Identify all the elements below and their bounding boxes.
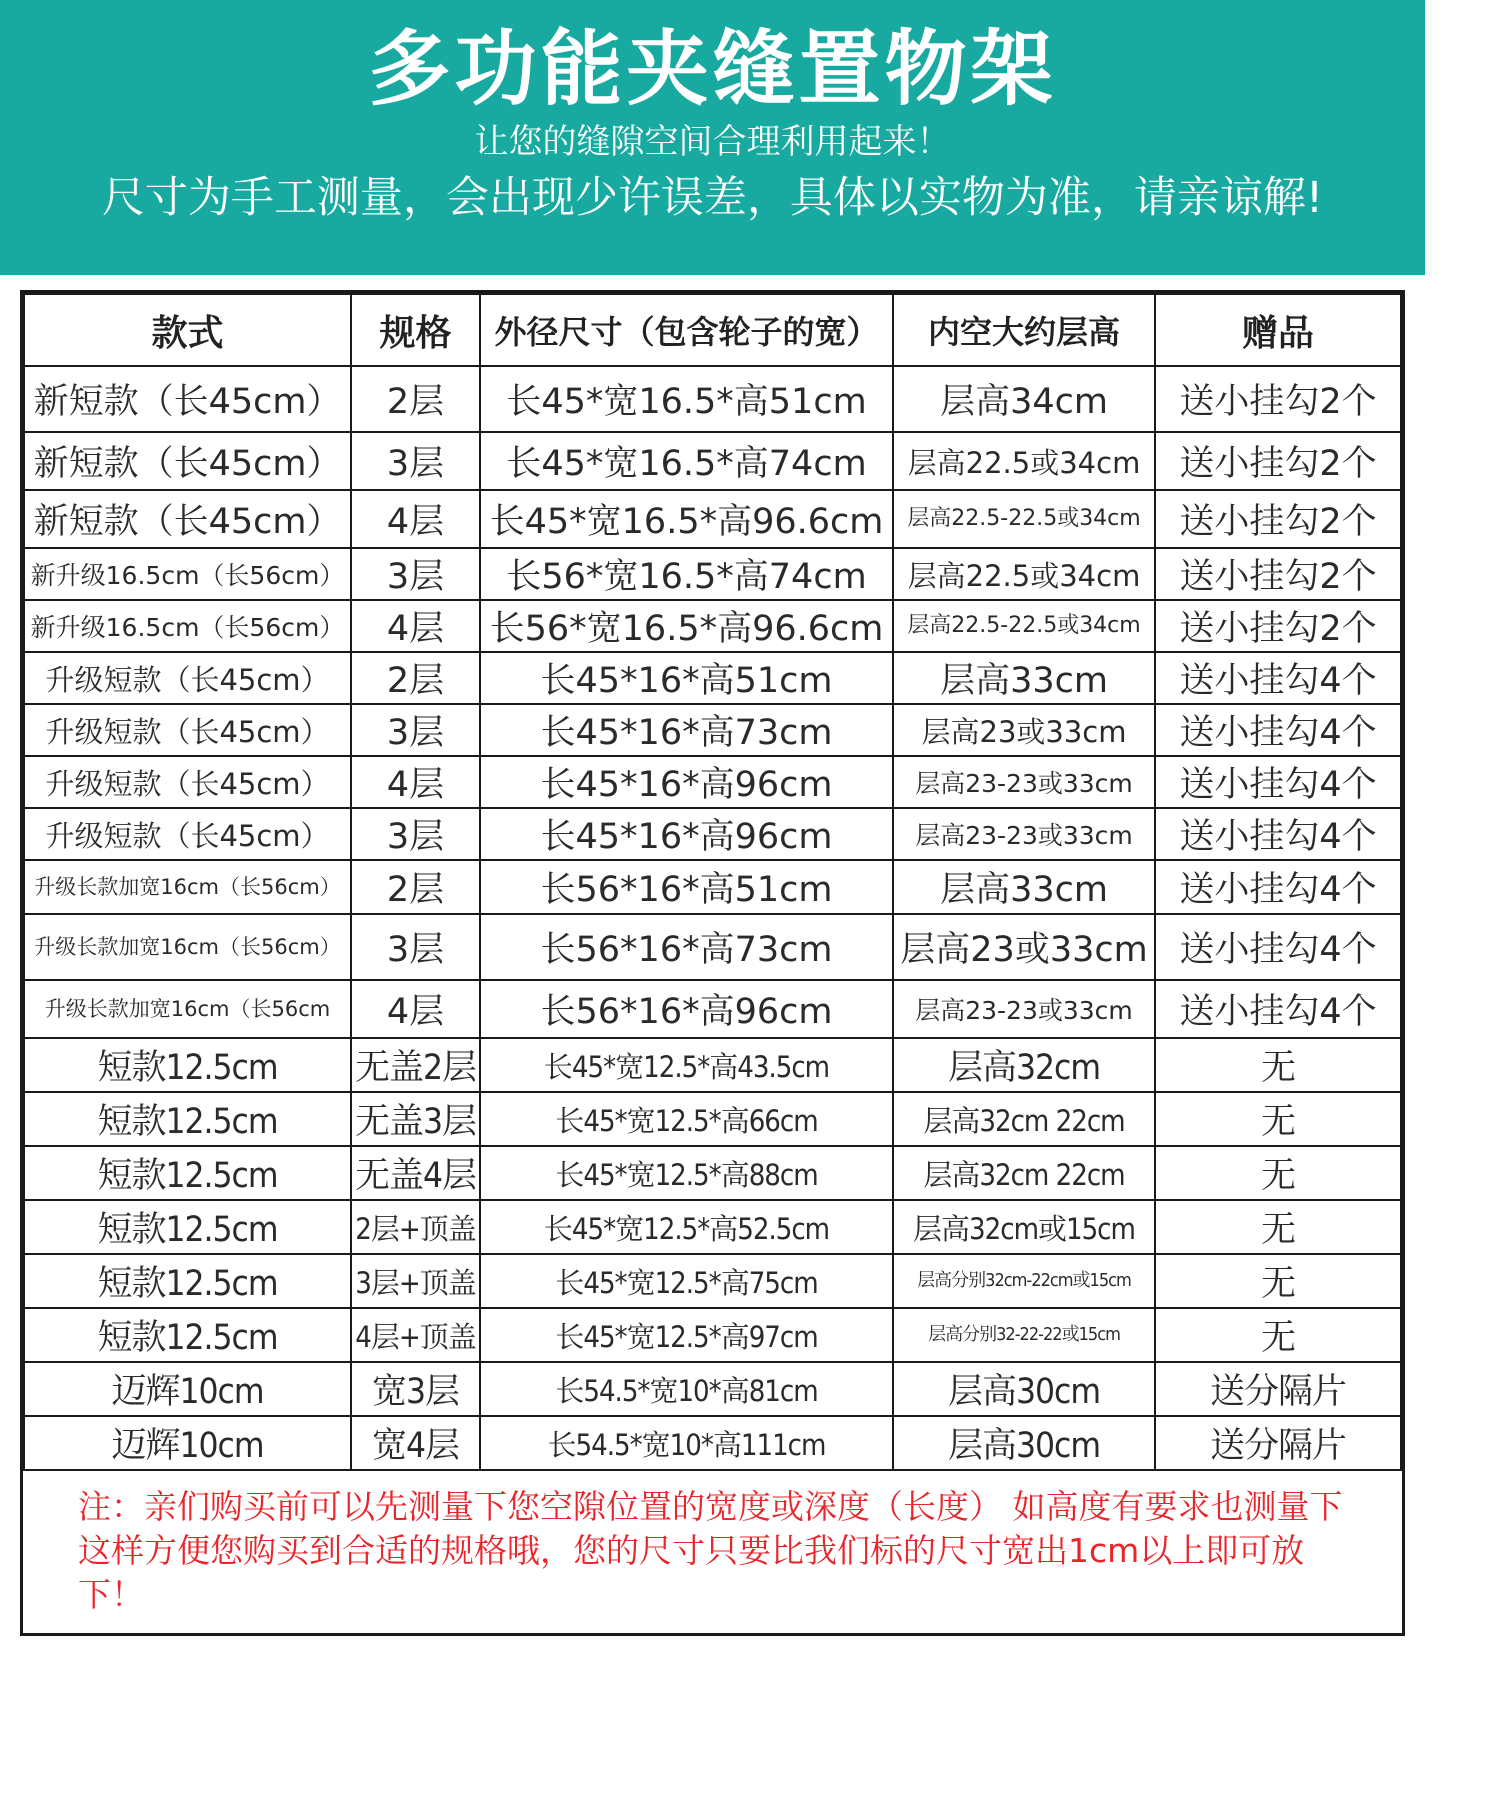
cell-layer-height: 层高分别32cm-22cm或15cm bbox=[893, 1254, 1155, 1308]
cell-spec: 3层 bbox=[351, 548, 480, 600]
cell-spec: 3层+顶盖 bbox=[351, 1254, 480, 1308]
cell-layer-height: 层高32cm或15cm bbox=[893, 1200, 1155, 1254]
table-row bbox=[24, 1308, 1401, 1362]
cell-gift: 送小挂勾4个 bbox=[1155, 704, 1401, 756]
cell-outer-size: 长45*宽16.5*高96.6cm bbox=[480, 490, 893, 548]
cell-spec: 4层 bbox=[351, 490, 480, 548]
cell-style: 新升级16.5cm（长56cm） bbox=[24, 548, 351, 600]
table-row bbox=[24, 490, 1401, 548]
cell-layer-height: 层高23-23或33cm bbox=[893, 808, 1155, 860]
header-gift: 赠品 bbox=[1155, 294, 1401, 366]
cell-outer-size: 长56*宽16.5*高74cm bbox=[480, 548, 893, 600]
cell-gift: 无 bbox=[1155, 1038, 1401, 1092]
cell-style: 短款12.5cm bbox=[24, 1254, 351, 1308]
cell-layer-height: 层高30cm bbox=[893, 1416, 1155, 1470]
spec-table-container bbox=[20, 290, 1405, 1636]
cell-gift: 送小挂勾4个 bbox=[1155, 860, 1401, 914]
cell-layer-height: 层高32cm 22cm bbox=[893, 1092, 1155, 1146]
cell-gift: 送小挂勾4个 bbox=[1155, 980, 1401, 1038]
cell-layer-height: 层高22.5-22.5或34cm bbox=[893, 600, 1155, 652]
cell-spec: 宽4层 bbox=[351, 1416, 480, 1470]
cell-gift: 无 bbox=[1155, 1200, 1401, 1254]
cell-spec: 4层 bbox=[351, 756, 480, 808]
cell-spec: 2层 bbox=[351, 652, 480, 704]
cell-style: 升级长款加宽16cm（长56cm bbox=[24, 980, 351, 1038]
cell-outer-size: 长45*16*高73cm bbox=[480, 704, 893, 756]
cell-spec: 无盖2层 bbox=[351, 1038, 480, 1092]
cell-outer-size: 长45*宽12.5*高88cm bbox=[480, 1146, 893, 1200]
cell-gift: 送小挂勾2个 bbox=[1155, 432, 1401, 490]
cell-outer-size: 长45*宽12.5*高75cm bbox=[480, 1254, 893, 1308]
cell-outer-size: 长45*16*高96cm bbox=[480, 756, 893, 808]
cell-spec: 无盖4层 bbox=[351, 1146, 480, 1200]
table-row bbox=[24, 1146, 1401, 1200]
cell-outer-size: 长56*16*高73cm bbox=[480, 914, 893, 980]
header-layer-height: 内空大约层高 bbox=[893, 294, 1155, 366]
cell-outer-size: 长45*宽16.5*高51cm bbox=[480, 366, 893, 432]
cell-outer-size: 长45*16*高51cm bbox=[480, 652, 893, 704]
table-row bbox=[24, 756, 1401, 808]
cell-spec: 4层 bbox=[351, 980, 480, 1038]
cell-outer-size: 长45*宽12.5*高97cm bbox=[480, 1308, 893, 1362]
cell-gift: 无 bbox=[1155, 1308, 1401, 1362]
cell-spec: 4层+顶盖 bbox=[351, 1308, 480, 1362]
cell-layer-height: 层高23-23或33cm bbox=[893, 980, 1155, 1038]
cell-outer-size: 长54.5*宽10*高81cm bbox=[480, 1362, 893, 1416]
cell-style: 升级长款加宽16cm（长56cm） bbox=[24, 860, 351, 914]
cell-spec: 3层 bbox=[351, 808, 480, 860]
cell-style: 升级长款加宽16cm（长56cm） bbox=[24, 914, 351, 980]
header-outer-size: 外径尺寸（包含轮子的宽） bbox=[480, 294, 893, 366]
cell-style: 新升级16.5cm（长56cm） bbox=[24, 600, 351, 652]
cell-layer-height: 层高分别32-22-22或15cm bbox=[893, 1308, 1155, 1362]
cell-outer-size: 长45*宽12.5*高43.5cm bbox=[480, 1038, 893, 1092]
cell-outer-size: 长56*宽16.5*高96.6cm bbox=[480, 600, 893, 652]
cell-layer-height: 层高33cm bbox=[893, 860, 1155, 914]
cell-layer-height: 层高22.5或34cm bbox=[893, 548, 1155, 600]
cell-outer-size: 长45*宽16.5*高74cm bbox=[480, 432, 893, 490]
cell-style: 新短款（长45cm） bbox=[24, 366, 351, 432]
cell-layer-height: 层高33cm bbox=[893, 652, 1155, 704]
table-row bbox=[24, 1254, 1401, 1308]
cell-style: 短款12.5cm bbox=[24, 1200, 351, 1254]
measurement-notice: 尺寸为手工测量，会出现少许误差，具体以实物为准，请亲谅解! bbox=[101, 173, 1324, 223]
cell-spec: 4层 bbox=[351, 600, 480, 652]
cell-spec: 2层 bbox=[351, 366, 480, 432]
cell-spec: 3层 bbox=[351, 432, 480, 490]
table-row bbox=[24, 432, 1401, 490]
cell-gift: 送小挂勾2个 bbox=[1155, 490, 1401, 548]
purchase-note: 注：亲们购买前可以先测量下您空隙位置的宽度或深度（长度） 如高度有要求也测量下这样方便您购买到合适的规格哦，您的尺寸只要比我们标的尺寸宽出1cm以上即可放下！ bbox=[78, 1487, 1343, 1614]
spec-table bbox=[23, 293, 1402, 1471]
cell-style: 短款12.5cm bbox=[24, 1308, 351, 1362]
cell-style: 短款12.5cm bbox=[24, 1092, 351, 1146]
cell-style: 升级短款（长45cm） bbox=[24, 808, 351, 860]
table-row bbox=[24, 1416, 1401, 1470]
cell-style: 升级短款（长45cm） bbox=[24, 652, 351, 704]
cell-style: 升级短款（长45cm） bbox=[24, 704, 351, 756]
header-banner bbox=[0, 0, 1425, 275]
cell-spec: 3层 bbox=[351, 704, 480, 756]
cell-layer-height: 层高22.5或34cm bbox=[893, 432, 1155, 490]
cell-gift: 送分隔片 bbox=[1155, 1416, 1401, 1470]
table-row bbox=[24, 914, 1401, 980]
table-row bbox=[24, 980, 1401, 1038]
cell-spec: 2层 bbox=[351, 860, 480, 914]
table-row bbox=[24, 548, 1401, 600]
table-row bbox=[24, 1092, 1401, 1146]
header-spec: 规格 bbox=[351, 294, 480, 366]
cell-gift: 送小挂勾2个 bbox=[1155, 548, 1401, 600]
cell-style: 新短款（长45cm） bbox=[24, 490, 351, 548]
cell-layer-height: 层高32cm bbox=[893, 1038, 1155, 1092]
cell-outer-size: 长45*宽12.5*高66cm bbox=[480, 1092, 893, 1146]
cell-outer-size: 长45*宽12.5*高52.5cm bbox=[480, 1200, 893, 1254]
cell-gift: 送小挂勾4个 bbox=[1155, 914, 1401, 980]
header-style: 款式 bbox=[24, 294, 351, 366]
cell-style: 迈辉10cm bbox=[24, 1362, 351, 1416]
cell-outer-size: 长56*16*高51cm bbox=[480, 860, 893, 914]
cell-gift: 送分隔片 bbox=[1155, 1362, 1401, 1416]
cell-spec: 2层+顶盖 bbox=[351, 1200, 480, 1254]
cell-style: 迈辉10cm bbox=[24, 1416, 351, 1470]
table-row bbox=[24, 652, 1401, 704]
page-subtitle: 让您的缝隙空间合理利用起来！ bbox=[474, 122, 951, 162]
cell-gift: 无 bbox=[1155, 1146, 1401, 1200]
table-row bbox=[24, 808, 1401, 860]
cell-layer-height: 层高30cm bbox=[893, 1362, 1155, 1416]
cell-gift: 送小挂勾4个 bbox=[1155, 808, 1401, 860]
cell-gift: 无 bbox=[1155, 1254, 1401, 1308]
table-row bbox=[24, 600, 1401, 652]
page-title: 多功能夹缝置物架 bbox=[368, 22, 1057, 117]
cell-layer-height: 层高32cm 22cm bbox=[893, 1146, 1155, 1200]
cell-outer-size: 长54.5*宽10*高111cm bbox=[480, 1416, 893, 1470]
table-row bbox=[24, 860, 1401, 914]
cell-outer-size: 长56*16*高96cm bbox=[480, 980, 893, 1038]
cell-outer-size: 长45*16*高96cm bbox=[480, 808, 893, 860]
cell-gift: 送小挂勾2个 bbox=[1155, 600, 1401, 652]
cell-style: 升级短款（长45cm） bbox=[24, 756, 351, 808]
cell-layer-height: 层高23或33cm bbox=[893, 704, 1155, 756]
table-row bbox=[24, 1362, 1401, 1416]
cell-style: 新短款（长45cm） bbox=[24, 432, 351, 490]
cell-layer-height: 层高23-23或33cm bbox=[893, 756, 1155, 808]
table-row bbox=[24, 704, 1401, 756]
cell-gift: 送小挂勾4个 bbox=[1155, 652, 1401, 704]
table-row bbox=[24, 366, 1401, 432]
cell-spec: 3层 bbox=[351, 914, 480, 980]
table-header-row bbox=[24, 294, 1401, 366]
cell-style: 短款12.5cm bbox=[24, 1146, 351, 1200]
cell-layer-height: 层高23或33cm bbox=[893, 914, 1155, 980]
cell-style: 短款12.5cm bbox=[24, 1038, 351, 1092]
cell-gift: 送小挂勾4个 bbox=[1155, 756, 1401, 808]
cell-layer-height: 层高22.5-22.5或34cm bbox=[893, 490, 1155, 548]
table-row bbox=[24, 1200, 1401, 1254]
cell-spec: 无盖3层 bbox=[351, 1092, 480, 1146]
cell-gift: 送小挂勾2个 bbox=[1155, 366, 1401, 432]
cell-layer-height: 层高34cm bbox=[893, 366, 1155, 432]
cell-gift: 无 bbox=[1155, 1092, 1401, 1146]
table-row bbox=[24, 1038, 1401, 1092]
cell-spec: 宽3层 bbox=[351, 1362, 480, 1416]
